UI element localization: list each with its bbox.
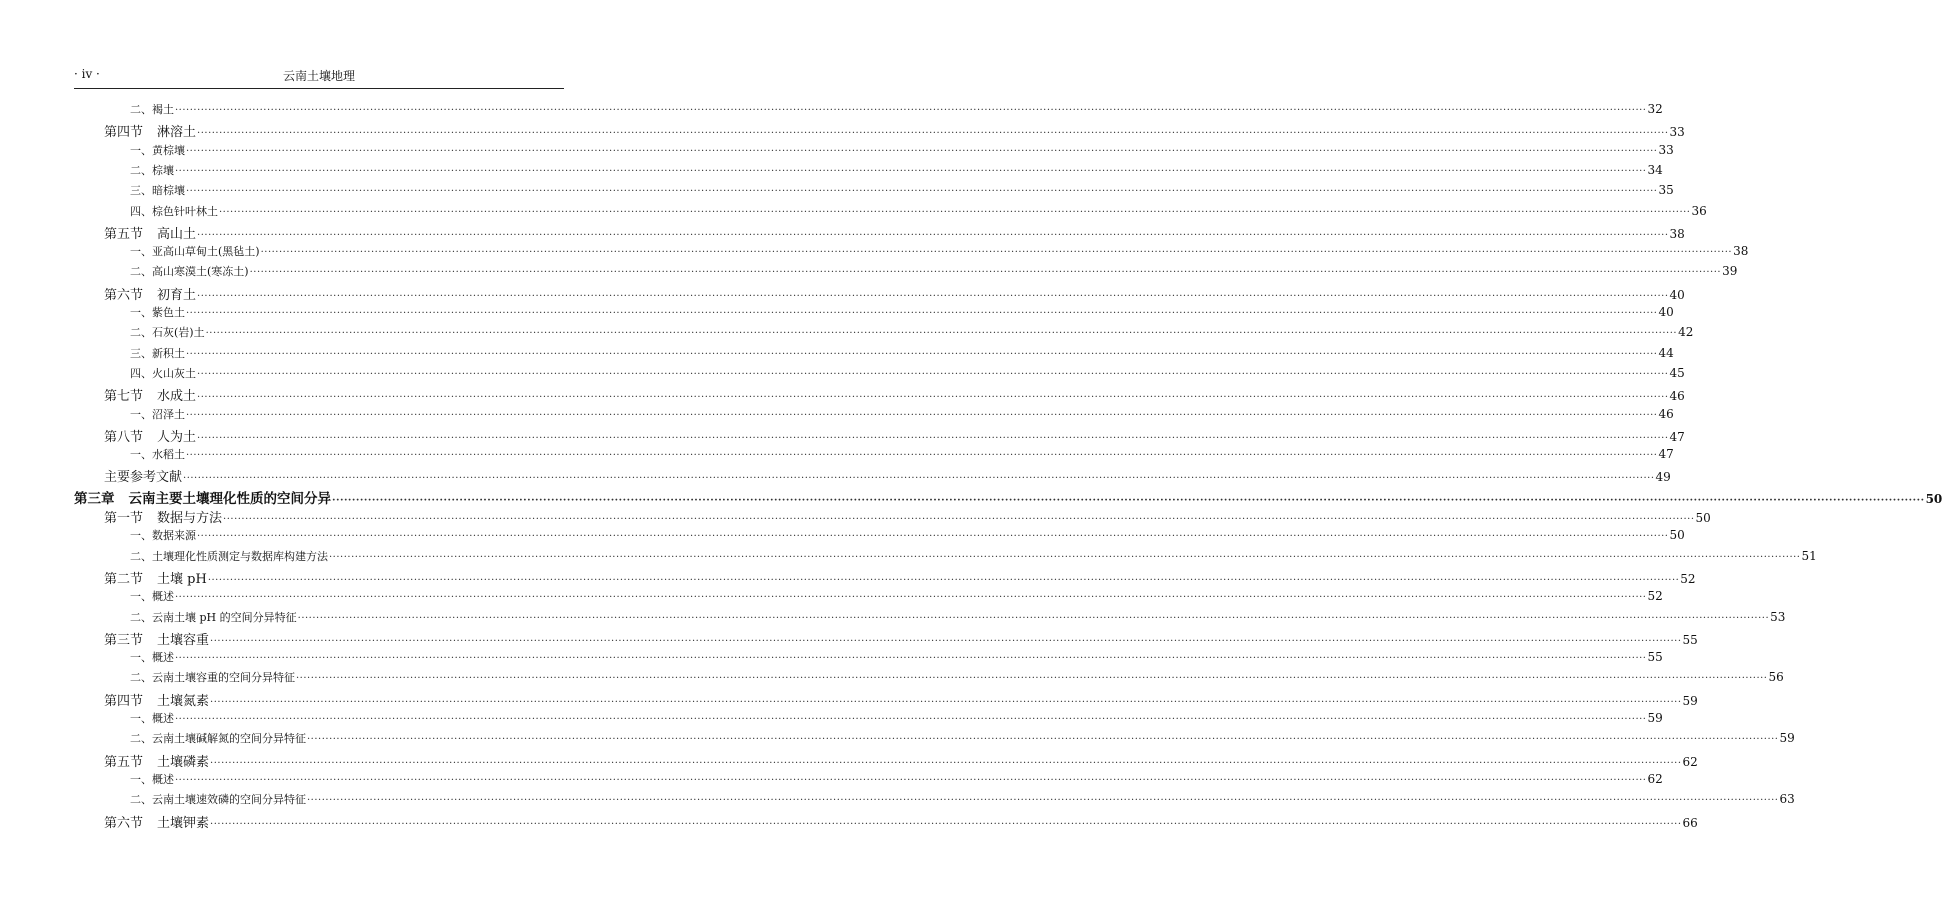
toc-entry-title: 云南土壤速效磷的空间分异特征 [152, 793, 306, 807]
toc-entry-number: 二、 [130, 326, 152, 340]
toc-entry[interactable] [130, 771, 1663, 787]
dot-leader: ················································································································································································································································································································································································································ [175, 105, 1647, 116]
toc-entry-label [130, 527, 196, 543]
toc-entry-number: 第五节 [104, 226, 144, 242]
toc-entry-number: 三、 [130, 184, 152, 198]
toc-entry-page: 55 [1682, 632, 1698, 647]
toc-entry[interactable] [130, 203, 1707, 219]
toc-entry-number: 一、 [130, 772, 152, 786]
toc-entry-label [130, 263, 249, 279]
toc-entry-page: 40 [1669, 287, 1685, 302]
toc-entry-title: 紫色土 [152, 306, 185, 319]
dot-leader: ················································································································································································································································································································································································································ [186, 145, 1658, 157]
toc-entry-label [104, 629, 209, 648]
dot-leader: ················································································································································································································································································································································································································ [332, 494, 1925, 506]
toc-entry-title: 概述 [152, 712, 174, 725]
toc-entry[interactable] [104, 812, 1698, 831]
toc-entry-label [104, 385, 196, 404]
toc-entry-label [104, 507, 222, 526]
toc-entry[interactable] [130, 101, 1663, 117]
dot-leader: ················································································································································································································································································································································································································ [197, 432, 1669, 444]
toc-entry-page: 45 [1669, 365, 1685, 380]
toc-entry-page: 38 [1733, 244, 1749, 259]
dot-leader: ················································································································································································································································································································································································································ [175, 165, 1647, 177]
toc-entry-number: 第五节 [104, 754, 144, 770]
toc-entry-label [130, 142, 185, 158]
toc-entry[interactable] [130, 730, 1795, 746]
toc-entry[interactable] [104, 629, 1698, 648]
toc-entry-title: 石灰(岩)土 [152, 326, 205, 340]
toc-entry-number: 第六节 [104, 287, 144, 303]
toc-entry[interactable] [104, 568, 1696, 587]
toc-entry-label [104, 223, 196, 242]
toc-entry-label [130, 243, 260, 259]
toc-entry[interactable] [104, 121, 1685, 141]
toc-entry[interactable] [130, 588, 1663, 604]
dot-leader: ················································································································································································································································································································································································································ [175, 714, 1647, 725]
toc-entry-label [130, 345, 185, 361]
toc-entry-title: 火山灰土 [152, 366, 196, 380]
toc-entry-number: 一、 [130, 651, 152, 665]
toc-entry-label [74, 487, 331, 507]
dot-leader: ················································································································································································································································································································································································································ [186, 409, 1658, 421]
toc-entry-page: 56 [1768, 670, 1784, 685]
dot-leader: ················································································································································································································································································································································································································ [175, 592, 1647, 604]
toc-entry-page: 46 [1669, 389, 1685, 404]
toc-entry-label [130, 548, 328, 564]
dot-leader: ················································································································································································································································································································································································································ [219, 206, 1691, 218]
toc-entry-title: 水稻土 [152, 448, 185, 462]
toc-entry-title: 土壤容重 [157, 632, 210, 648]
toc-entry-title: 高山土 [157, 226, 197, 242]
toc-entry-page: 50 [1669, 528, 1685, 543]
toc-entry-label [130, 162, 174, 178]
dot-leader: ················································································································································································································································································································································································································ [297, 612, 1770, 624]
toc-entry-number: 一、 [130, 143, 152, 157]
dot-leader: ················································································································································································································································································································································································································ [175, 774, 1647, 786]
dot-leader: ················································································································································································································································································································································································································ [205, 328, 1678, 340]
dot-leader: ················································································································································································································································································································································································································ [197, 392, 1669, 404]
toc-entry-number: 二、 [130, 265, 152, 279]
dot-leader: ················································································································································································································································································································································································································ [197, 531, 1669, 543]
toc-entry-number: 第三章 [74, 490, 115, 507]
toc-entry-number: 一、 [130, 245, 152, 259]
toc-entry-label [130, 609, 297, 625]
toc-entry-page: 53 [1770, 609, 1786, 624]
toc-entry-title: 土壤氮素 [157, 693, 210, 709]
toc-entry-number: 一、 [130, 712, 152, 725]
toc-entry-page: 44 [1658, 345, 1674, 360]
toc-entry-number: 二、 [130, 732, 152, 746]
toc-entry-title: 概述 [152, 772, 174, 786]
toc-entry-number: 第四节 [104, 693, 144, 709]
toc-entry-number: 一、 [130, 306, 152, 319]
toc-entry[interactable] [130, 365, 1685, 381]
toc-entry-number: 第二节 [104, 571, 144, 587]
toc-entry-title: 概述 [152, 590, 174, 604]
toc-entry-title: 暗棕壤 [152, 184, 185, 198]
dot-leader: ················································································································································································································································································································································································································ [186, 308, 1658, 319]
toc-entry-number: 二、 [130, 793, 152, 807]
dot-leader: ················································································································································································································································································································································································································ [249, 267, 1722, 279]
toc-entry[interactable] [104, 284, 1685, 303]
toc-entry-page: 46 [1658, 406, 1674, 421]
toc-entry[interactable] [104, 385, 1685, 405]
toc-entry[interactable] [130, 791, 1795, 807]
running-header [74, 64, 564, 89]
toc-entry-number: 一、 [130, 448, 152, 462]
toc-entry-page: 47 [1658, 447, 1674, 462]
toc-entry[interactable] [104, 751, 1698, 770]
toc-entry-number: 二、 [130, 610, 152, 624]
toc-entry-title: 云南主要土壤理化性质的空间分异 [128, 490, 331, 507]
dot-leader: ················································································································································································································································································································································································································ [175, 653, 1647, 665]
toc-entry-title: 主要参考文献 [104, 470, 183, 486]
toc-entry-page: 49 [1655, 470, 1671, 485]
toc-entry[interactable] [104, 426, 1685, 445]
toc-entry-page: 63 [1779, 792, 1795, 807]
header-page-number: · iv · [74, 67, 100, 81]
toc-entry[interactable] [130, 162, 1663, 178]
dot-leader: ················································································································································································································································································································································································································ [210, 635, 1682, 647]
toc-entry-page: 52 [1647, 589, 1663, 604]
toc-entry-page: 51 [1801, 548, 1817, 563]
dot-leader: ················································································································································································································································································································································································································ [186, 348, 1658, 360]
toc-entry-page: 66 [1682, 815, 1698, 830]
toc-entry-label [130, 446, 185, 462]
toc-entry-page: 59 [1647, 711, 1663, 725]
toc-entry-title: 人为土 [157, 429, 197, 445]
toc-entry[interactable] [130, 182, 1674, 198]
toc-entry-number: 二、 [130, 549, 152, 563]
toc-entry-page: 36 [1691, 203, 1707, 218]
toc-entry-title: 土壤理化性质测定与数据库构建方法 [152, 549, 328, 563]
toc-entry[interactable] [130, 446, 1674, 462]
toc-entry-page: 42 [1678, 325, 1694, 340]
dot-leader: ················································································································································································································································································································································································································ [210, 818, 1682, 830]
dot-leader: ················································································································································································································································································································································································································ [186, 450, 1658, 462]
dot-leader: ················································································································································································································································································································································································································ [210, 696, 1682, 708]
toc-entry-page: 50 [1925, 491, 1942, 506]
toc-entry[interactable] [130, 304, 1674, 320]
toc-entry-label [104, 751, 209, 770]
toc-entry-label [104, 426, 196, 445]
toc-entry-page: 62 [1682, 754, 1698, 769]
toc-entry-number: 二、 [130, 103, 152, 116]
toc-entry-page: 33 [1658, 142, 1674, 157]
toc-entry-page: 39 [1722, 264, 1738, 279]
toc-entry-title: 棕色针叶林土 [152, 204, 218, 218]
toc-entry-label [104, 568, 207, 587]
toc-entry-page: 32 [1647, 102, 1663, 116]
toc-entry-title: 土壤磷素 [157, 754, 210, 770]
toc-entry[interactable] [104, 466, 1671, 486]
toc-entry-label [130, 669, 295, 685]
toc-entry-title: 新积土 [152, 346, 185, 360]
dot-leader: ················································································································································································································································································································································································································ [183, 473, 1655, 485]
toc-entry[interactable] [130, 406, 1674, 422]
toc-entry[interactable] [130, 548, 1817, 564]
dot-leader: ················································································································································································································································································································································································································ [207, 574, 1680, 586]
toc-entry-title: 沼泽土 [152, 407, 185, 421]
dot-leader: ················································································································································································································································································································································································································ [307, 734, 1779, 746]
dot-leader: ················································································································································································································································································································································································································ [197, 229, 1669, 241]
toc-entry-page: 52 [1680, 571, 1696, 586]
toc-entry-label [104, 284, 196, 303]
dot-leader: ················································································································································································································································································································································································································ [197, 368, 1669, 380]
toc-entry-label [104, 690, 209, 709]
dot-leader: ················································································································································································································································································································································································································ [329, 551, 1801, 563]
toc-entry-title: 概述 [152, 651, 174, 665]
toc-entry-number: 二、 [130, 671, 152, 685]
toc-entry[interactable] [130, 710, 1663, 726]
toc-entry-title: 褐土 [152, 103, 174, 116]
toc-entry-page: 40 [1658, 305, 1674, 319]
toc-entry[interactable] [130, 609, 1786, 625]
toc-entry[interactable] [74, 487, 1942, 507]
toc-entry-number: 第六节 [104, 815, 144, 831]
toc-entry[interactable] [130, 142, 1674, 158]
toc-entry-label [130, 101, 174, 117]
toc-entry-label [130, 649, 174, 665]
toc-entry-title: 土壤 pH [157, 571, 207, 587]
dot-leader: ················································································································································································································································································································································································································ [210, 757, 1682, 769]
toc-entry-title: 数据与方法 [157, 511, 223, 526]
toc-entry-page: 55 [1647, 650, 1663, 665]
toc-entry-page: 38 [1669, 226, 1685, 241]
toc-entry-number: 第七节 [104, 389, 144, 405]
toc-entry-label [130, 730, 306, 746]
header-book-title: 云南土壤地理 [282, 69, 355, 83]
toc-entry-label [130, 203, 218, 219]
toc-entry-label [130, 365, 196, 381]
toc-entry-number: 四、 [130, 366, 152, 380]
toc-entry-title: 淋溶土 [157, 125, 197, 141]
toc-entry[interactable] [130, 649, 1663, 665]
toc-entry-number: 第三节 [104, 632, 144, 648]
toc-entry-title: 棕壤 [152, 163, 174, 177]
toc-entry-page: 34 [1647, 162, 1663, 177]
toc-entry-number: 一、 [130, 407, 152, 421]
toc-entry-number: 三、 [130, 346, 152, 360]
toc-entry-label [130, 304, 185, 320]
toc-entry[interactable] [130, 263, 1738, 279]
toc-entry-title: 数据来源 [152, 529, 196, 543]
toc-entry-label [130, 182, 185, 198]
toc-entry-number: 四、 [130, 204, 152, 218]
toc-entry-label [104, 121, 196, 140]
dot-leader: ················································································································································································································································································································································································································ [197, 290, 1669, 302]
toc-entry[interactable] [130, 345, 1674, 361]
toc-entry-number: 第一节 [104, 511, 144, 526]
toc-entry-label [130, 588, 174, 604]
toc-entry-number: 第四节 [104, 125, 144, 141]
toc-entry-page: 59 [1682, 693, 1698, 708]
toc-entry[interactable] [104, 690, 1698, 709]
toc-entry-label [130, 406, 185, 422]
toc-entry-title: 土壤钾素 [157, 815, 210, 831]
toc-entry[interactable] [130, 243, 1749, 259]
dot-leader: ················································································································································································································································································································································································································ [197, 128, 1669, 140]
toc-entry-title: 云南土壤碱解氮的空间分异特征 [152, 732, 306, 746]
toc-entry-page: 35 [1658, 183, 1674, 198]
dot-leader: ················································································································································································································································································································································································································ [296, 673, 1768, 685]
dot-leader: ················································································································································································································································································································································································································ [186, 186, 1658, 198]
toc-entry-title: 高山寒漠土(寒冻土) [152, 265, 249, 279]
toc-entry-label [130, 710, 174, 726]
toc-entry-label [104, 466, 182, 485]
toc-entry[interactable] [104, 507, 1711, 526]
toc-entry-title: 黄棕壤 [152, 143, 185, 157]
toc-entry-page: 62 [1647, 771, 1663, 786]
toc-entry-label [130, 791, 306, 807]
toc-entry-label [130, 324, 205, 340]
toc-entry[interactable] [104, 223, 1685, 242]
toc-entry-number: 一、 [130, 590, 152, 604]
toc-entry[interactable] [130, 527, 1685, 543]
toc-entry-label [130, 771, 174, 787]
toc-entry[interactable] [130, 324, 1694, 340]
toc-entry-title: 云南土壤 pH 的空间分异特征 [152, 610, 297, 624]
dot-leader: ················································································································································································································································································································································································································ [223, 514, 1695, 525]
toc-entry-title: 云南土壤容重的空间分异特征 [152, 671, 295, 685]
dot-leader: ················································································································································································································································································································································································································ [260, 247, 1733, 259]
toc-entry-title: 亚高山草甸土(黑毡土) [152, 245, 260, 259]
toc-entry-number: 二、 [130, 163, 152, 177]
toc-entry-page: 50 [1695, 511, 1711, 525]
toc-entry[interactable] [130, 669, 1784, 685]
toc-entry-label [104, 812, 209, 831]
toc-entry-title: 初育土 [157, 287, 197, 303]
dot-leader: ················································································································································································································································································································································································································ [307, 795, 1779, 807]
toc-entry-title: 水成土 [157, 389, 197, 405]
toc-entry-number: 一、 [130, 529, 152, 543]
toc-entry-number: 第八节 [104, 429, 144, 445]
toc-entry-page: 47 [1669, 429, 1685, 444]
toc-entry-page: 33 [1669, 125, 1685, 140]
toc-entry-page: 59 [1779, 731, 1795, 746]
